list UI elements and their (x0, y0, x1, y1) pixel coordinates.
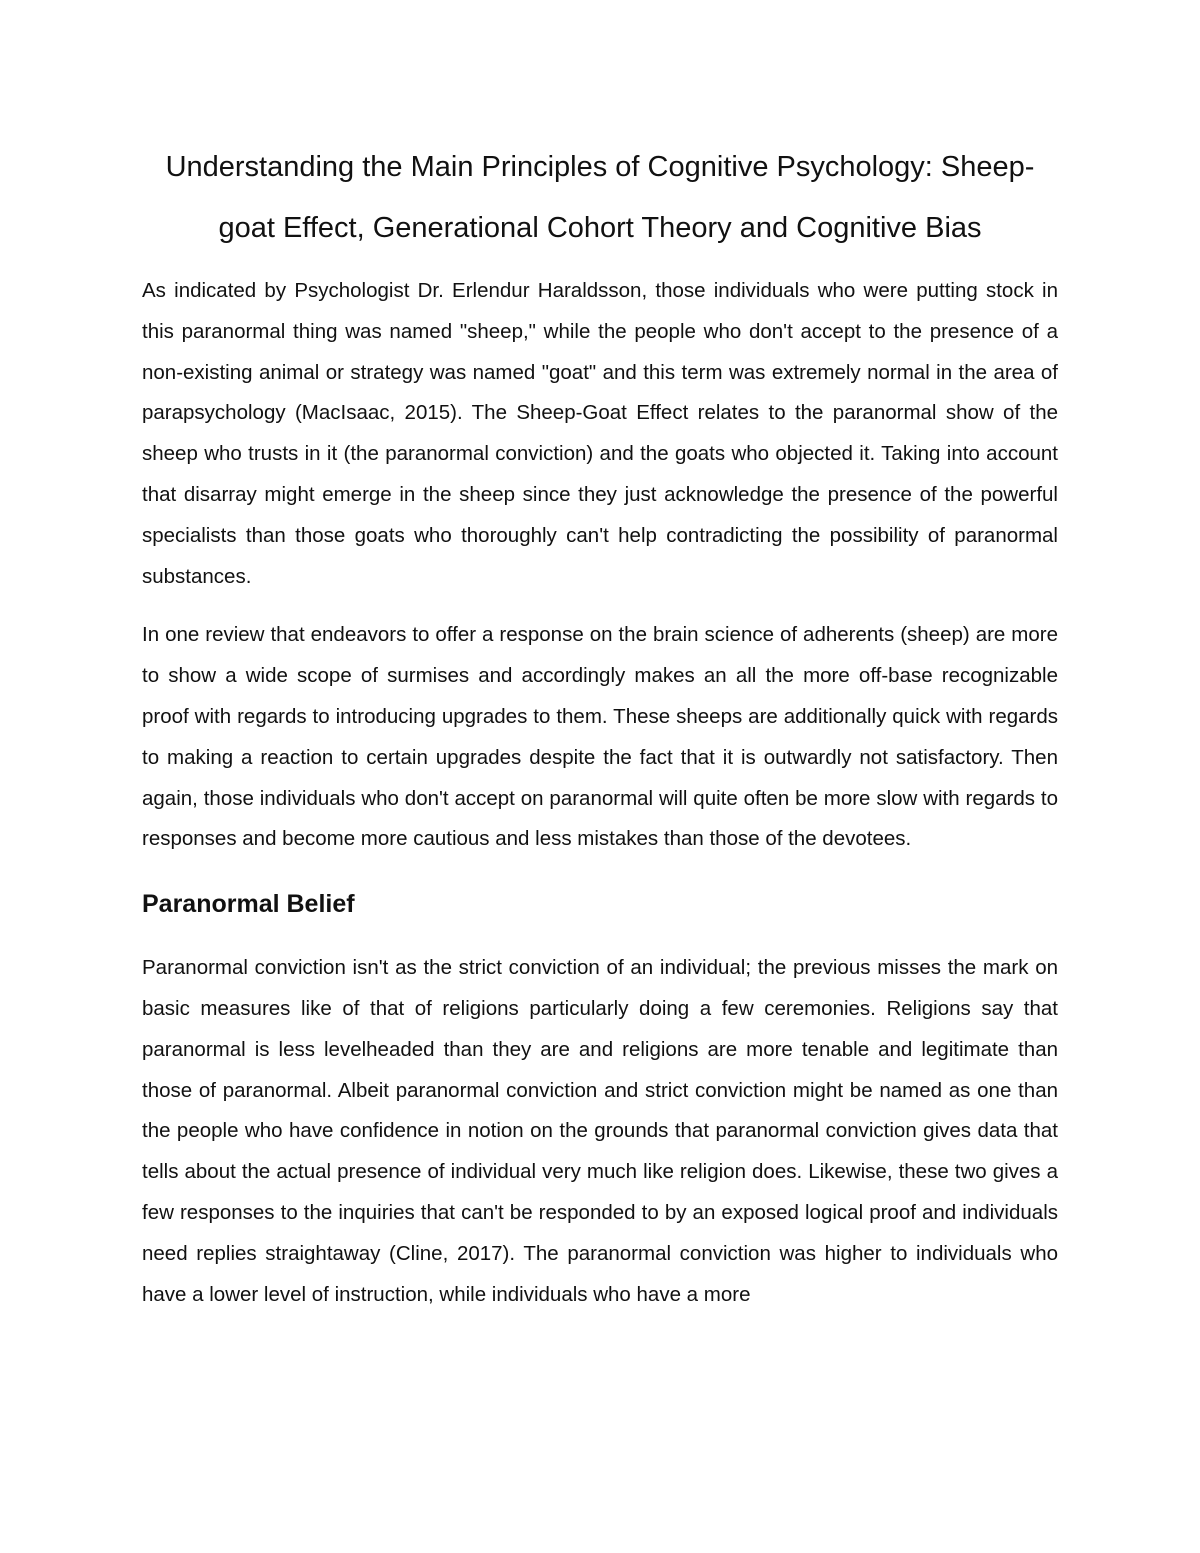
document-page (142, 137, 1058, 1315)
paragraph-review-believers: In one review that endeavors to offer a response on the brain science of adherents (sheep) are more to show a wide scope of surmises and accordingly makes an all the more off-base recognizable proof with regards to introducing upgrades to them. These sheeps are additionally quick with regards to making a reaction to certain upgrades despite the fact that it is outwardly not satisfactory. Then again, those individuals who don't accept on paranormal will quite often be more slow with regards to responses and become more cautious and less mistakes than those of the devotees. (142, 623, 1058, 851)
paragraph-sheep-goat-intro: As indicated by Psychologist Dr. Erlendur Haraldsson, those individuals who were putting stock in this paranormal thing was named "sheep," while the people who don't accept to the presence of a non-existing animal or strategy was named "goat" and this term was extremely normal in the area of parapsychology (MacIsaac, 2015). The Sheep-Goat Effect relates to the paranormal show of the sheep who trusts in it (the paranormal conviction) and the goats who objected it. Taking into account that disarray might emerge in the sheep since they just acknowledge the presence of the powerful specialists than those goats who thoroughly can't help contradicting the possibility of paranormal substances. (142, 279, 1058, 588)
section-heading-paranormal-belief: Paranormal Belief (142, 890, 355, 919)
document-title: Understanding the Main Principles of Cognitive Psychology: Sheep-goat Effect, Generational Cohort Theory and Cognitive Bias (165, 151, 1035, 244)
paragraph-paranormal-belief: Paranormal conviction isn't as the strict conviction of an individual; the previous misses the mark on basic measures like of that of religions particularly doing a few ceremonies. Religions say that paranormal is less levelheaded than they are and religions are more tenable and legitimate than those of paranormal. Albeit paranormal conviction and strict conviction might be named as one than the people who have confidence in notion on the grounds that paranormal conviction gives data that tells about the actual presence of individual very much like religion does. Likewise, these two gives a few responses to the inquiries that can't be responded to by an exposed logical proof and individuals need replies straightaway (Cline, 2017). The paranormal conviction was higher to individuals who have a lower level of instruction, while individuals who have a more (142, 956, 1058, 1306)
